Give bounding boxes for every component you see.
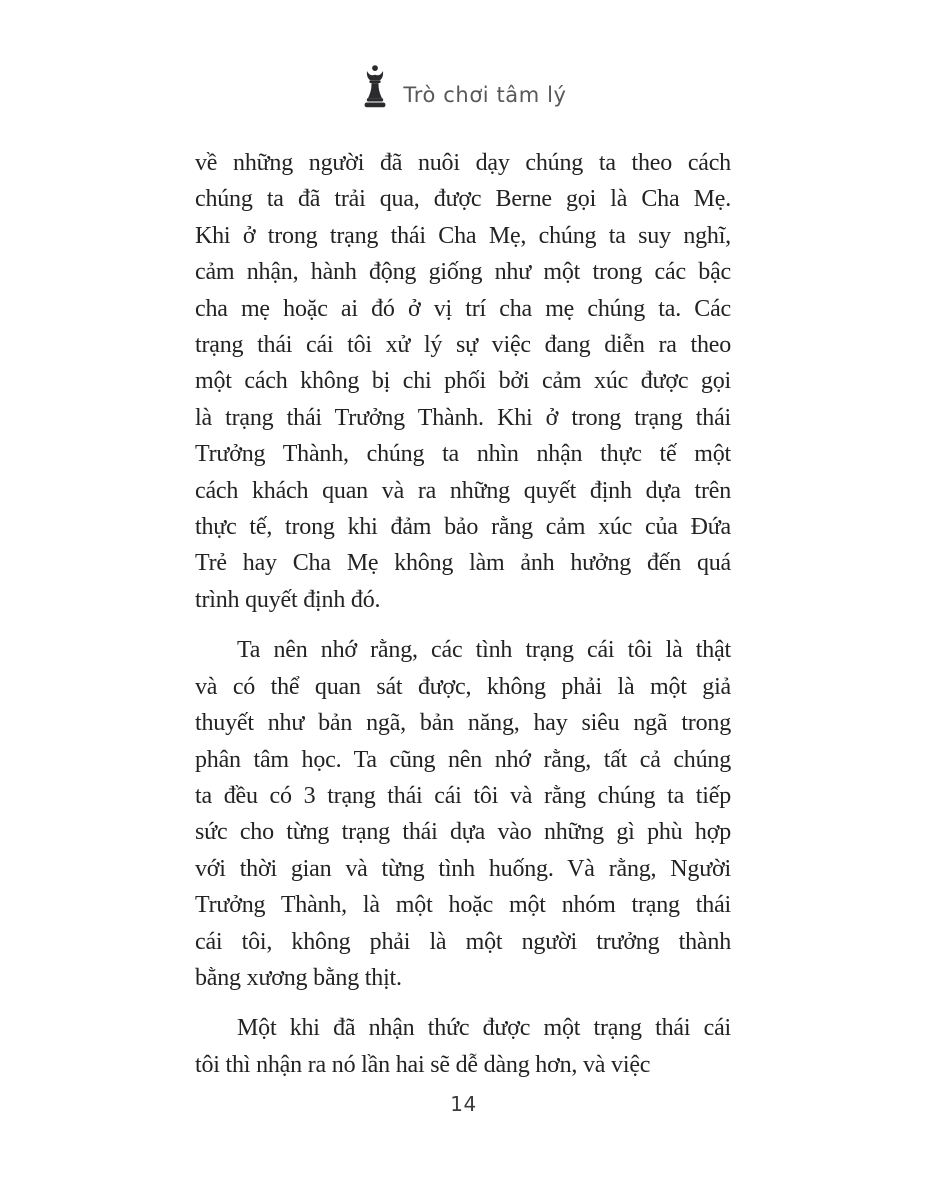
text-line: trạng thái cái tôi xử lý sự việc đang diễn ra theo bbox=[195, 332, 731, 359]
running-head-title: Trò chơi tâm lý bbox=[403, 82, 567, 107]
text-line: với thời gian và từng tình huống. Và rằng, Người bbox=[195, 855, 731, 882]
paragraph bbox=[195, 145, 731, 618]
text-line: cách khách quan và ra những quyết định dựa trên bbox=[195, 477, 731, 504]
text-line: cảm nhận, hành động giống như một trong các bậc bbox=[195, 259, 731, 286]
text-line: tôi thì nhận ra nó lần hai sẽ dễ dàng hơn, và việc bbox=[195, 1051, 651, 1078]
text-line: là trạng thái Trưởng Thành. Khi ở trong trạng thái bbox=[195, 404, 731, 431]
text-line: ta đều có 3 trạng thái cái tôi và rằng chúng ta tiếp bbox=[195, 782, 731, 809]
running-head bbox=[0, 64, 927, 111]
paragraph bbox=[195, 632, 731, 996]
text-line: Khi ở trong trạng thái Cha Mẹ, chúng ta suy nghĩ, bbox=[195, 222, 731, 249]
text-line: Trẻ hay Cha Mẹ không làm ảnh hưởng đến quá bbox=[195, 550, 731, 577]
chess-piece-icon bbox=[360, 64, 390, 111]
page-body bbox=[195, 145, 731, 1083]
text-line: sức cho từng trạng thái dựa vào những gì phù hợp bbox=[195, 819, 731, 846]
text-line: và có thể quan sát được, không phải là một giả bbox=[195, 673, 731, 700]
text-line: cái tôi, không phải là một người trưởng thành bbox=[195, 928, 731, 955]
text-line: Một khi đã nhận thức được một trạng thái cái bbox=[237, 1015, 731, 1042]
text-line: cha mẹ hoặc ai đó ở vị trí cha mẹ chúng ta. Các bbox=[195, 295, 731, 322]
text-line: về những người đã nuôi dạy chúng ta theo cách bbox=[195, 150, 731, 176]
text-line: Trưởng Thành, là một hoặc một nhóm trạng thái bbox=[195, 892, 731, 919]
text-line: thực tế, trong khi đảm bảo rằng cảm xúc của Đứa bbox=[195, 514, 731, 541]
page-number: 14 bbox=[450, 1092, 477, 1116]
text-line: trình quyết định đó. bbox=[195, 586, 381, 613]
text-line: một cách không bị chi phối bởi cảm xúc được gọi bbox=[195, 368, 731, 395]
text-line: chúng ta đã trải qua, được Berne gọi là Cha Mẹ. bbox=[195, 186, 731, 213]
text-line: bằng xương bằng thịt. bbox=[195, 964, 402, 991]
text-line: phân tâm học. Ta cũng nên nhớ rằng, tất cả chúng bbox=[195, 746, 731, 773]
text-line: Trưởng Thành, chúng ta nhìn nhận thực tế một bbox=[195, 441, 731, 468]
paragraph bbox=[195, 1010, 731, 1083]
page-footer bbox=[0, 1092, 927, 1116]
text-line: thuyết như bản ngã, bản năng, hay siêu ngã trong bbox=[195, 710, 731, 737]
text-line: Ta nên nhớ rằng, các tình trạng cái tôi là thật bbox=[237, 637, 731, 664]
